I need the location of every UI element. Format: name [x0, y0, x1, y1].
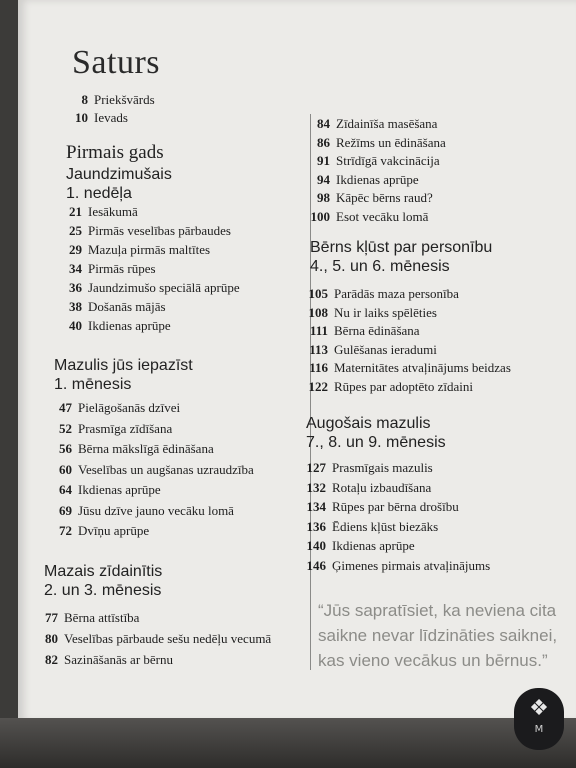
entry-title: Režīms un ēdināšana [336, 134, 446, 150]
toc-entry [38, 610, 139, 626]
page-number: 38 [69, 299, 82, 314]
toc-entry [300, 342, 437, 358]
page-number: 105 [308, 286, 328, 301]
entry-title: Prasmīgais mazulis [332, 460, 433, 475]
toc-entry [58, 462, 254, 478]
toc-entry [300, 286, 459, 302]
page-number: 146 [306, 557, 326, 573]
page-number: 72 [59, 523, 72, 538]
page-number: 60 [59, 461, 72, 477]
quote-line: kas vieno vecākus un bērnus.” [318, 651, 548, 670]
book-page [18, 0, 576, 722]
page-number: 136 [306, 518, 326, 534]
entry-title: Jaundzimušo speciālā aprūpe [88, 280, 240, 295]
entry-title: Parādās maza personība [334, 286, 459, 301]
toc-entry [66, 223, 231, 239]
page-number: 122 [308, 378, 328, 394]
page-number: 69 [59, 502, 72, 518]
entry-title: Mazuļa pirmās maltītes [88, 242, 211, 257]
section-subtitle: Augošais mazulis [306, 415, 431, 432]
page-number: 84 [317, 116, 330, 131]
page-number: 91 [317, 153, 330, 168]
entry-title: Ikdienas aprūpe [332, 538, 415, 553]
toc-entry [298, 538, 415, 554]
toc-entry [58, 523, 149, 539]
page-number: 21 [69, 204, 82, 219]
entry-title: Iesākumā [88, 204, 138, 219]
toc-entry [58, 400, 180, 416]
entry-title: Maternitātes atvaļinājums beidzas [334, 360, 511, 375]
part-title: Pirmais gads [66, 142, 164, 163]
toc-entry: 8 Priekšvārds [81, 92, 155, 107]
toc-entry [300, 323, 420, 339]
toc-entry [298, 480, 431, 496]
toc-entry [66, 318, 171, 334]
page-number: 134 [306, 499, 326, 514]
page-number: 47 [59, 400, 72, 415]
section-period: 7., 8. un 9. mēnesis [306, 434, 446, 452]
entry-title: Veselības pārbaude sešu nedēļu vecumā [64, 631, 272, 646]
page-number: 52 [59, 420, 72, 436]
entry-title: Rotaļu izbaudīšana [332, 479, 432, 495]
page-number: 29 [69, 242, 82, 257]
toc-entry [300, 305, 437, 321]
page-number: 98 [317, 190, 330, 205]
toc-entry [306, 135, 446, 151]
section-heading [44, 562, 162, 600]
toc-entry: 10 Ievads [75, 110, 128, 125]
section-heading [306, 414, 446, 452]
toc-entry [306, 116, 437, 132]
quote-line: “Jūs sapratīsiet, ka neviena cita [318, 601, 557, 620]
page-number: 116 [309, 360, 328, 375]
entry-title: Rūpes par adoptēto zīdaini [334, 378, 473, 394]
section-subtitle: Mazais zīdainītis [44, 563, 163, 580]
diamond-icon: ❖ [529, 696, 549, 721]
entry-title: Bērna ēdināšana [334, 323, 420, 338]
desk-shadow [0, 718, 576, 768]
toc-entry [38, 652, 173, 668]
page-number: 100 [310, 208, 330, 224]
entry-title: Ikdienas aprūpe [88, 318, 171, 333]
entry-title: Ģimenes pirmais atvaļinājums [332, 557, 491, 573]
page-number: 56 [59, 441, 72, 456]
entry-title: Dvīņu aprūpe [78, 523, 150, 538]
entry-title: Pirmās rūpes [88, 261, 156, 276]
page-title: Saturs [72, 44, 160, 81]
toc-entry [298, 499, 459, 515]
logo-mark: M [534, 724, 544, 735]
toc-entry [306, 153, 440, 169]
section-heading [310, 238, 492, 276]
section-period: 1. nedēļa [66, 184, 132, 202]
toc-entry [306, 190, 433, 206]
page-number: 94 [317, 171, 330, 187]
entry-title: Strīdīgā vakcinācija [336, 153, 440, 168]
page-number: 132 [306, 479, 326, 495]
toc-entry [298, 519, 438, 535]
pull-quote [318, 598, 568, 673]
section-period: 4., 5. un 6. mēnesis [310, 258, 450, 276]
entry-title: Veselības un augšanas uzraudzība [78, 461, 254, 477]
page-number: 80 [45, 631, 58, 646]
page-number: 77 [45, 610, 58, 625]
entry-title: Rūpes par bērna drošību [332, 499, 459, 514]
page-number: 108 [308, 304, 328, 320]
toc-entry [66, 242, 210, 258]
page-number: 25 [69, 223, 82, 238]
page-number: 64 [59, 482, 72, 497]
toc-entry [66, 261, 156, 277]
toc-entry [298, 460, 433, 476]
page-number: 111 [309, 323, 328, 338]
entry-title: Esot vecāku lomā [336, 208, 429, 224]
entry-title: Kāpēc bērns raud? [336, 190, 433, 205]
toc-entry [300, 379, 473, 395]
page-number: 127 [306, 460, 326, 475]
entry-title: Gulēšanas ieradumi [334, 341, 437, 357]
toc-entry [58, 441, 214, 457]
entry-title: Došanās mājās [88, 299, 166, 314]
page-number: 34 [69, 261, 82, 276]
toc-entry [66, 299, 166, 315]
entry-title: Bērna attīstība [64, 610, 140, 625]
page-number: 82 [45, 652, 58, 667]
toc-entry [306, 172, 419, 188]
section-subtitle: Jaundzimušais [66, 165, 172, 183]
entry-title: Ēdiens kļūst biezāks [332, 518, 439, 534]
toc-entry [298, 558, 490, 574]
page-number: 140 [306, 538, 326, 553]
section-period: 1. mēnesis [54, 376, 132, 394]
section-subtitle: Bērns kļūst par personību [310, 239, 493, 256]
toc-entry [66, 280, 240, 296]
entry-title: Ikdienas aprūpe [78, 482, 161, 497]
page-number: 113 [309, 341, 328, 357]
entry-title: Pielāgošanās dzīvei [78, 400, 181, 415]
entry-title: Ikdienas aprūpe [336, 171, 419, 187]
section-period: 2. un 3. mēnesis [44, 582, 162, 600]
toc-entry [58, 503, 234, 519]
page-number: 86 [317, 134, 330, 150]
entry-title: Zīdainīša masēšana [336, 116, 438, 131]
toc-entry [300, 360, 511, 376]
watermark-logo [514, 688, 564, 750]
toc-entry [58, 482, 161, 498]
toc-entry [38, 631, 271, 647]
section-heading [54, 356, 193, 394]
toc-entry [306, 209, 428, 225]
page-number: 40 [69, 318, 82, 333]
entry-title: Nu ir laiks spēlēties [334, 304, 437, 320]
toc-entry [58, 421, 172, 437]
quote-line: saikne nevar līdzināties saiknei, [318, 626, 558, 645]
section-subtitle: Mazulis jūs iepazīst [54, 357, 193, 374]
entry-title: Prasmīga zīdīšana [78, 420, 173, 436]
page-number: 36 [69, 280, 82, 295]
entry-title: Bērna mākslīgā ēdināšana [78, 441, 214, 456]
entry-title: Jūsu dzīve jauno vecāku lomā [78, 502, 234, 518]
entry-title: Sazināšanās ar bērnu [64, 652, 174, 667]
toc-entry [66, 204, 138, 220]
section-heading [66, 142, 172, 203]
entry-title: Pirmās veselības pārbaudes [88, 223, 231, 238]
